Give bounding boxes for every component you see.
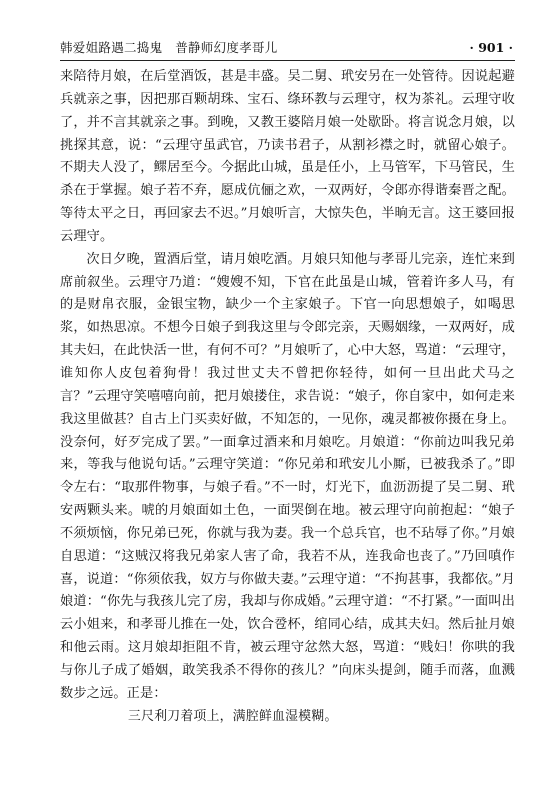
chapter-title: 韩爱姐路遇二捣鬼 普静师幻度孝哥儿: [60, 40, 278, 55]
paragraph: 次日夕晚，置酒后堂，请月娘吃酒。月娘只知他与孝哥儿完亲，连忙来到席前叙坐。云理守乃道：“嫂嫂不知，下官在此虽是山城，管着许多人马，有的是财帛衣服，金银宝物，缺少一个主家娘子。下官一向思想娘子，如喝思浆，如热思凉。不想今日娘子到我这里与令郎完亲，天赐姻缘，一双两好，成其夫妇，在此快活一世，有何不可？”月娘听了，心中大怒，骂道：“云理守，谁知你人皮包着狗骨！我过世丈夫不曾把你轻待，如何一旦出此犬马之言？”云理守笑嘻嘻向前，把月娘搂住，求告说：“娘子，你自家中，如何走来我这里做甚？自古上门买卖好做，不知怎的，一见你，魂灵都被你摄在身上。没奈何，好歹完成了罢。”一面拿过酒来和月娘吃。月娘道：“你前边叫我兄弟来，等我与他说句话。”云理守笑道：“你兄弟和玳安儿小厮，已被我杀了。”即令左右：“取那件物事，与娘子看。”不一时，灯光下，血沥沥提了吴二舅、玳安两颗头来。唬的月娘面如土色，一面哭倒在地。被云理守向前抱起：“娘子不须烦恼，你兄弟已死，你就与我为妻。我一个总兵官，也不玷辱了你。”月娘自思道：“这贼汉将我兄弟家人害了命，我若不从，连我命也丧了。”乃回嗔作喜，说道：“你须依我，奴方与你做夫妻。”云理守道：“不拘甚事，我都依。”月娘道：“你先与我孩儿完了房，我却与你成婚。”云理守道：“不打紧。”一面叫出云小姐来，和孝哥儿推在一处，饮合卺杯，绾同心结，成其夫妇。然后扯月娘和他云雨。这月娘却拒阻不肯，被云理守忿然大怒，骂道：“贱妇！你哄的我与你儿子成了婚姻，敢笑我杀不得你的孩儿？”向床头提剑，随手而落，血溅数步之远。正是：: [60, 251, 515, 701]
paragraph: 来陪待月娘，在后堂酒饭，甚是丰盛。吴二舅、玳安另在一处管待。因说起避兵就亲之事，因把那百颗胡珠、宝石、绦环教与云理守，权为茶礼。云理守收了，并不言其就亲之事。到晚，又教王婆陪月娘一处歇卧。将言说念月娘，以挑探其意，说：“云理守虽武官，乃读书君子，从割衫襟之时，就留心娘子。不期夫人没了，鳏居至今。今据此山城，虽是任小，上马管军，下马管民，生杀在于掌握。娘子若不弃，愿成伉俪之欢，一双两好，令郎亦得谐秦晋之配。等待太平之日，再回家去不迟。”月娘听言，大惊失色，半晌无言。这王婆回报云理守。: [60, 69, 515, 244]
running-header: [60, 38, 515, 61]
page-number: · 901 ·: [469, 40, 513, 55]
verse-line: 三尺利刀着项上，满腔鲜血湿模糊。: [128, 708, 338, 724]
body-text: [60, 66, 515, 728]
